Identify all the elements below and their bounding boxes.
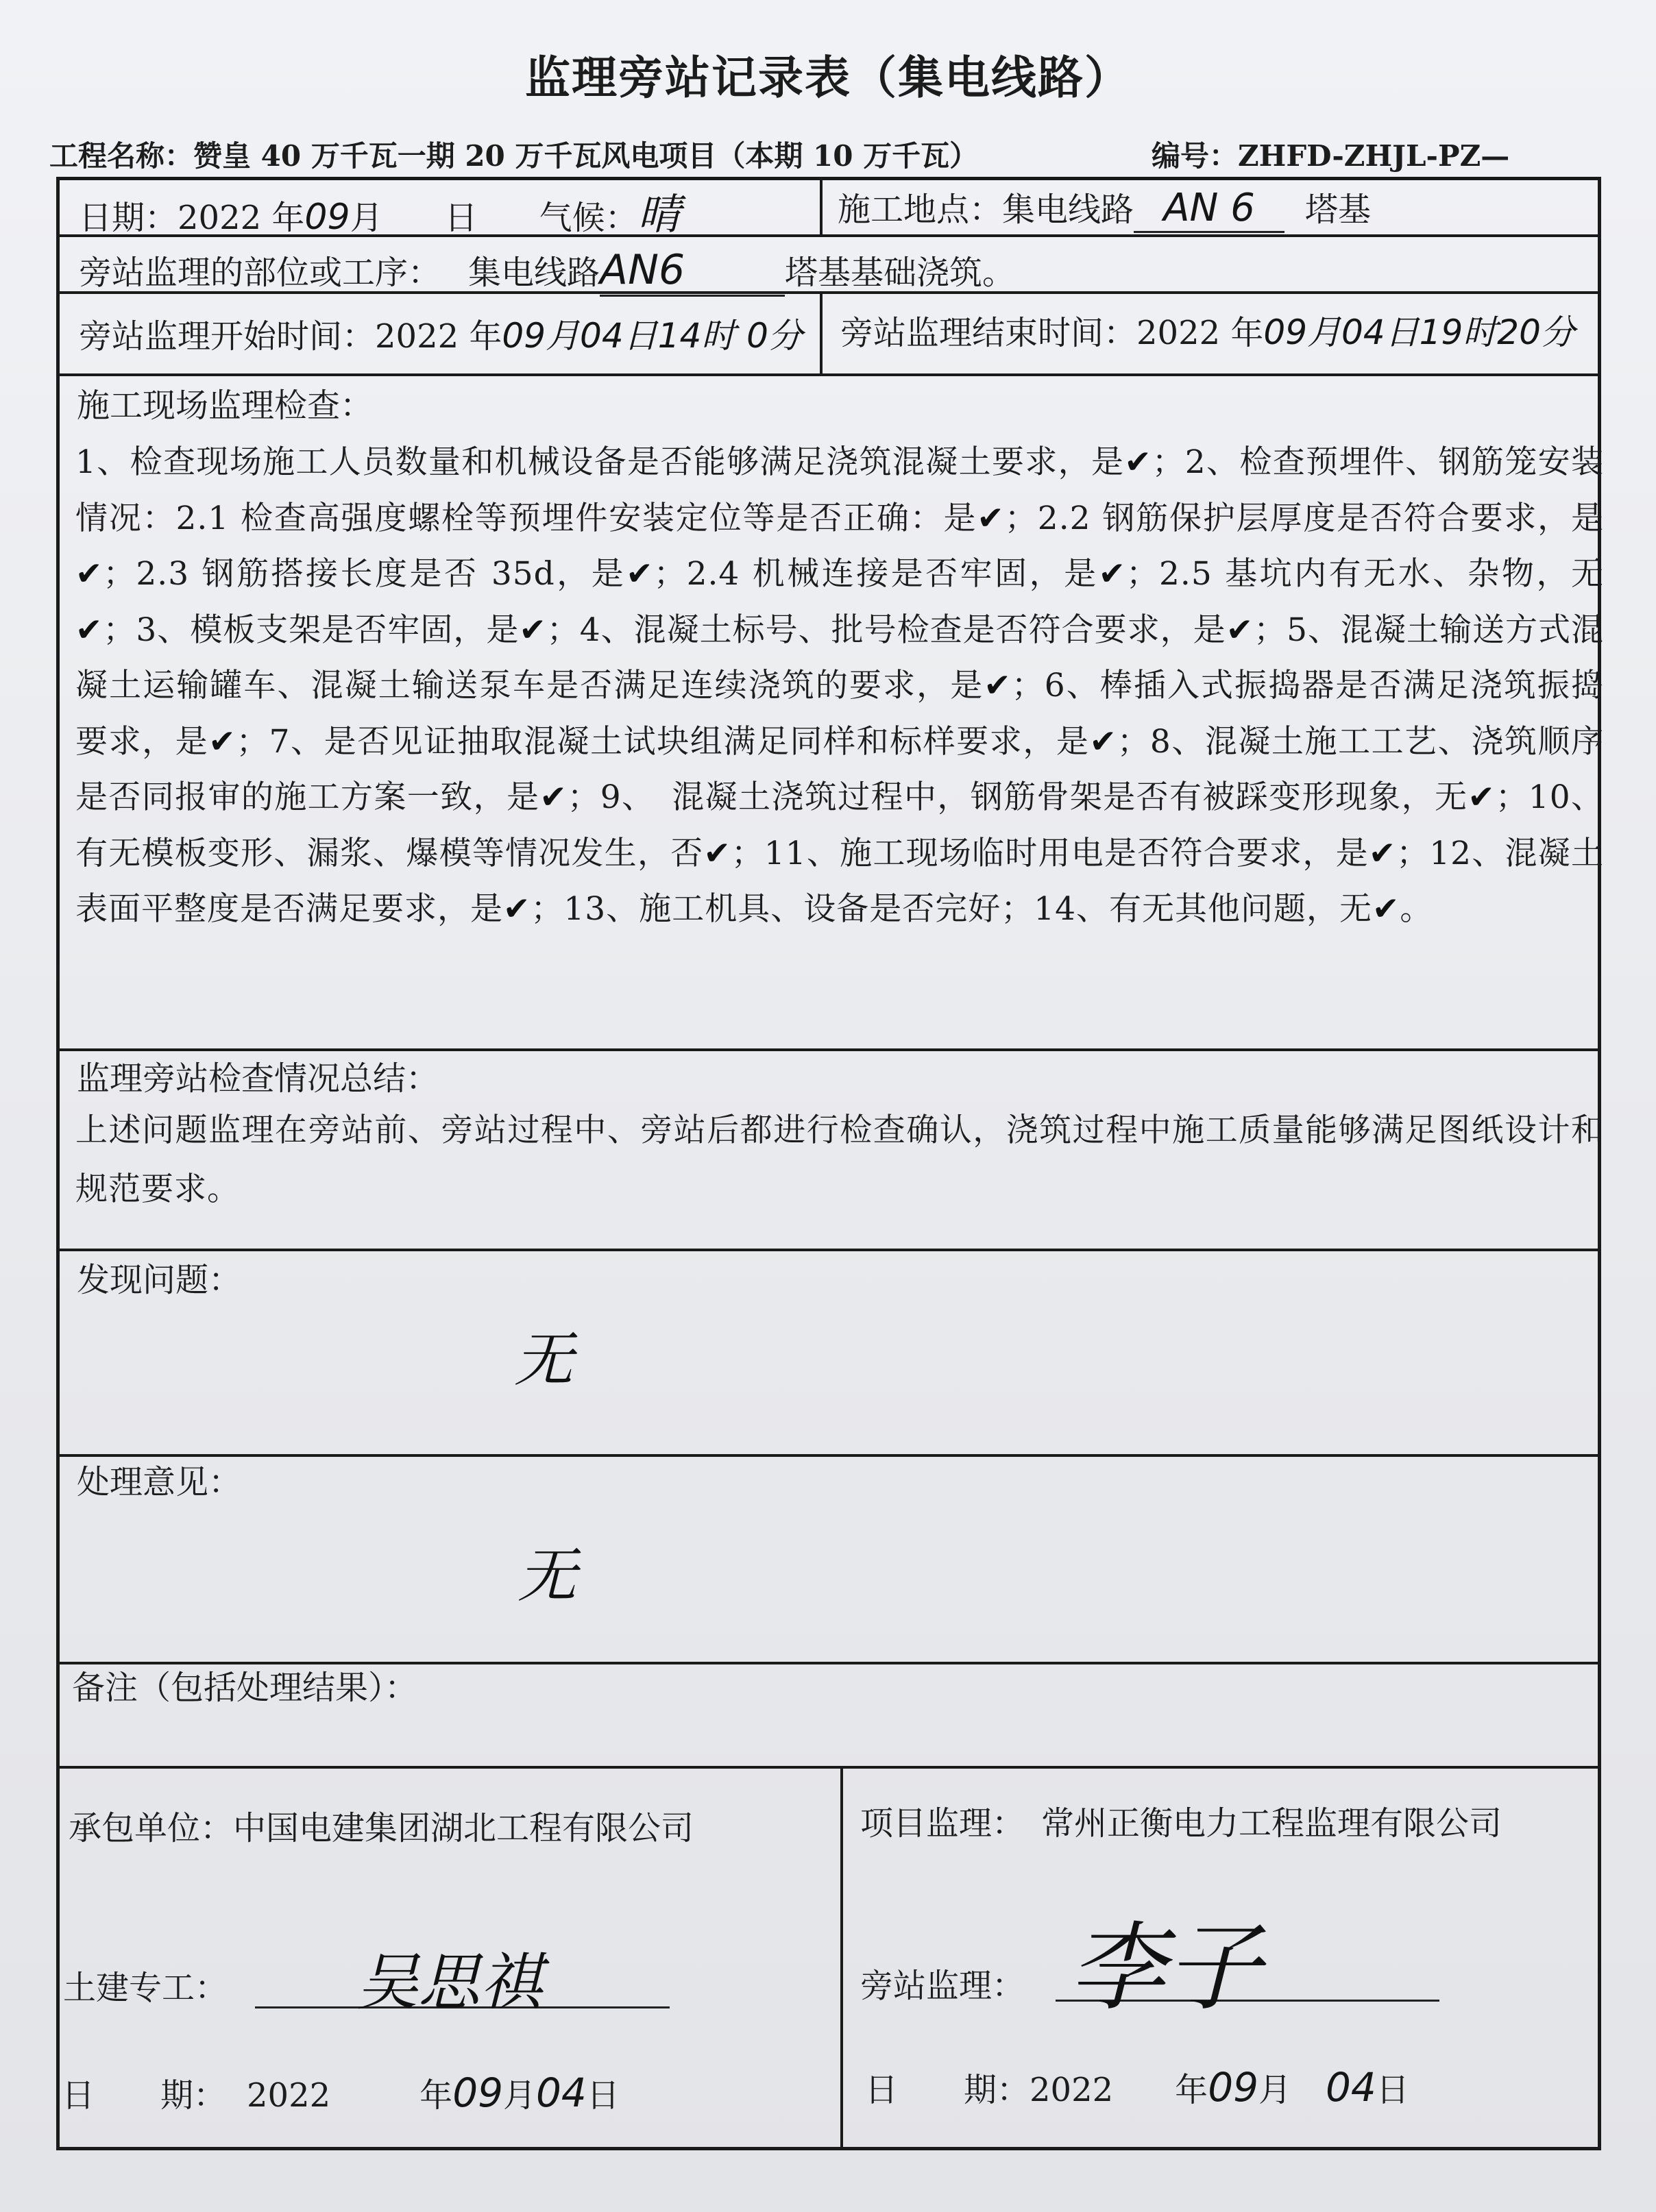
inspection-item-text: ；8、混凝土施工工艺、浇筑顺序是否同报审的施工方案一致，是 xyxy=(75,722,1605,816)
column-divider xyxy=(820,291,823,373)
contractor-date-year: 2022 xyxy=(247,2076,331,2115)
check-mark-icon: ✔ xyxy=(626,555,654,593)
document-code-line xyxy=(1152,134,1509,175)
code-label: 编号： xyxy=(1152,139,1239,173)
check-mark-icon: ✔ xyxy=(503,890,531,928)
row-divider xyxy=(56,373,1601,376)
inspection-item-text: ；9、 混凝土浇筑过程中，钢筋骨架是否有被踩变形现象，无 xyxy=(567,778,1468,816)
day-suffix: 日 xyxy=(444,199,478,237)
check-mark-icon: ✔ xyxy=(1368,834,1397,872)
start-time-handwritten: 09月04日14时 0分 xyxy=(502,316,803,356)
date-month-handwritten: 09 xyxy=(304,197,350,238)
contractor-month-handwritten: 09 xyxy=(452,2069,503,2116)
inspection-item-text: ；2.4 机械连接是否牢固，是 xyxy=(653,555,1099,593)
column-divider xyxy=(820,177,823,234)
document-title: 监理旁站记录表（集电线路） xyxy=(525,51,1131,104)
project-name: 赞皇 40 万千瓦一期 20 万千瓦风电项目（本期 10 万千瓦） xyxy=(193,139,979,173)
summary-heading: 监理旁站检查情况总结： xyxy=(77,1059,439,1098)
contractor-date xyxy=(62,2069,620,2117)
row-divider xyxy=(56,1662,1601,1664)
date-field xyxy=(79,189,681,240)
inspection-item-text: ；13、施工机具、设备是否完好；14、有无其他问题，无 xyxy=(531,890,1373,928)
end-time-label: 旁站监理结束时间：2022 年 xyxy=(840,314,1264,352)
supervisor-month-handwritten: 09 xyxy=(1208,2064,1258,2111)
end-time-handwritten: 09月04日19时20分 xyxy=(1263,312,1575,352)
site-handwritten: AN 6 xyxy=(1134,185,1284,233)
row-divider xyxy=(56,1048,1601,1051)
contractor-year-suffix: 年 xyxy=(419,2076,453,2115)
supervision-part-label: 旁站监理的部位或工序： xyxy=(79,254,441,292)
contractor-day-suffix: 日 xyxy=(586,2076,620,2115)
supervisor-month-suffix: 月 xyxy=(1258,2071,1292,2109)
check-mark-icon: ✔ xyxy=(1226,611,1254,649)
check-mark-icon: ✔ xyxy=(75,555,103,593)
supervisor-day-suffix: 日 xyxy=(1376,2071,1409,2109)
column-divider xyxy=(840,1766,843,2150)
row-divider xyxy=(56,1766,1601,1769)
remarks-heading: 备注（包括处理结果）： xyxy=(72,1669,418,1707)
weather-handwritten: 晴 xyxy=(637,189,681,239)
weather-label: 气候： xyxy=(539,199,638,237)
supervision-part-field xyxy=(79,245,1015,297)
check-mark-icon: ✔ xyxy=(1089,722,1117,761)
site-inspector-label: 旁站监理： xyxy=(860,1967,1025,2005)
document-code: ZHFD-ZHJL-PZ— xyxy=(1238,139,1510,173)
contractor-label: 承包单位：中国电建集团湖北工程有限公司 xyxy=(69,1809,694,1847)
inspection-item-text: ；2.5 基坑内有无水、杂物，无 xyxy=(1126,555,1605,593)
site-inspector-signature: 李子 xyxy=(1069,1913,1262,2024)
check-mark-icon: ✔ xyxy=(984,667,1012,704)
inspection-item-text: ；5、混凝土输送方式混凝土运输罐车、混凝土输送泵车是否满足连续浇筑的要求，是 xyxy=(75,611,1605,704)
inspection-item-text: 。 xyxy=(1400,890,1433,928)
inspection-item-text: 1、检查现场施工人员数量和机械设备是否能够满足浇筑混凝土要求，是 xyxy=(75,443,1125,481)
inspection-items xyxy=(75,434,1604,937)
project-label: 工程名称： xyxy=(49,139,194,173)
check-mark-icon: ✔ xyxy=(519,611,547,649)
handling-handwritten: 无 xyxy=(518,1542,576,1610)
civil-engineer-label: 土建专工： xyxy=(63,1969,228,2007)
row-divider xyxy=(56,1249,1601,1251)
contractor-month-suffix: 月 xyxy=(503,2076,537,2115)
start-time-label: 旁站监理开始时间：2022 年 xyxy=(79,317,502,356)
site-field xyxy=(838,185,1371,233)
inspection-item-text: ；4、混凝土标号、批号检查是否符合要求，是 xyxy=(546,611,1226,649)
row-divider xyxy=(56,1454,1601,1457)
supervisor-year-suffix: 年 xyxy=(1175,2071,1208,2109)
check-mark-icon: ✔ xyxy=(1468,778,1496,816)
civil-engineer-signature: 吴思祺 xyxy=(356,1947,541,2019)
date-prefix: 日期：2022 年 xyxy=(79,199,305,237)
inspection-item-text: ；10、有无模板变形、漏浆、爆模等情况发生，否 xyxy=(75,778,1604,872)
contractor-date-label: 日 期： xyxy=(62,2076,227,2115)
inspection-heading: 施工现场监理检查： xyxy=(77,386,374,425)
check-mark-icon: ✔ xyxy=(703,834,731,872)
inspection-item-text: ；11、施工现场临时用电是否符合要求，是 xyxy=(731,834,1369,872)
site-suffix: 塔基 xyxy=(1305,191,1372,229)
start-time-field xyxy=(79,315,803,357)
supervision-part-handwritten: AN6 xyxy=(600,245,785,297)
inspection-item-text: ；3、模板支架是否牢固，是 xyxy=(103,611,520,649)
inspection-item-text: ；2.2 钢筋保护层厚度是否符合要求，是 xyxy=(1004,499,1605,537)
check-mark-icon: ✔ xyxy=(75,611,103,649)
supervisor-date-label: 日 期：2022 xyxy=(865,2071,1114,2109)
supervision-part-prefix: 集电线路 xyxy=(468,254,600,292)
supervisor-day-handwritten: 04 xyxy=(1326,2064,1376,2111)
summary-text: 上述问题监理在旁站前、旁站过程中、旁站后都进行检查确认，浇筑过程中施工质量能够满足图纸设计和规范要求。 xyxy=(75,1111,1604,1208)
inspection-item-text: ；12、混凝土表面平整度是否满足要求，是 xyxy=(75,834,1605,928)
contractor-day-handwritten: 04 xyxy=(536,2069,587,2116)
issues-handwritten: 无 xyxy=(514,1326,573,1394)
project-name-line xyxy=(49,134,978,175)
check-mark-icon: ✔ xyxy=(208,722,236,761)
check-mark-icon: ✔ xyxy=(1098,555,1126,593)
check-mark-icon: ✔ xyxy=(1372,890,1400,928)
check-mark-icon: ✔ xyxy=(977,499,1005,537)
inspection-item-text: ；2、检查预埋件、钢筋笼安装情况：2.1 检查高强度螺栓等预埋件安装定位等是否正确：是 xyxy=(75,443,1604,537)
check-mark-icon: ✔ xyxy=(1124,443,1152,481)
check-mark-icon: ✔ xyxy=(539,778,568,816)
inspection-item-text: ；7、是否见证抽取混凝土试块组满足同样和标样要求，是 xyxy=(236,722,1090,761)
issues-heading: 发现问题： xyxy=(77,1261,242,1299)
supervision-part-suffix: 塔基基础浇筑。 xyxy=(785,254,1016,292)
month-suffix: 月 xyxy=(350,199,383,237)
site-label: 施工地点：集电线路 xyxy=(838,191,1134,229)
inspection-item-text: ；6、棒插入式振捣器是否满足浇筑振捣要求，是 xyxy=(75,667,1604,761)
supervisor-date xyxy=(865,2064,1409,2112)
handling-heading: 处理意见： xyxy=(77,1463,242,1501)
inspection-item-text: ；2.3 钢筋搭接长度是否 35d，是 xyxy=(103,555,626,593)
supervisor-label: 项目监理： 常州正衡电力工程监理有限公司 xyxy=(860,1804,1502,1843)
end-time-field xyxy=(840,312,1575,354)
